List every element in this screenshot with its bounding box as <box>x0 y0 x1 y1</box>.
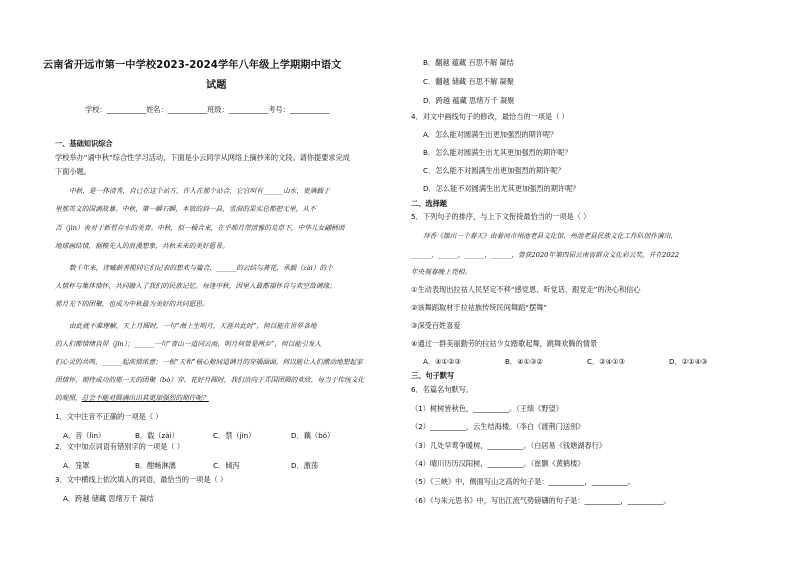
section-2-heading: 二、选择题 <box>411 199 447 208</box>
question-3: 3．文中横线上依次填入的词语，最恰当的一项是（ ） <box>55 475 228 484</box>
option-3b: B．翻越 蕴藏 百思不解 凝结 <box>423 58 514 67</box>
student-info-line: 学校：___________姓名：___________班级：___________考号：___________ <box>85 105 330 114</box>
option-2c: C．倾泻 <box>213 461 240 470</box>
option-3a: A．跨越 储藏 思绪万千 凝结 <box>63 494 154 503</box>
option-4a: A．怎么能对圆满生出更加强烈的期许呢？ <box>423 130 558 139</box>
passage-line: 数千年来，诗臧薪善揽同它们记表的想欢与篇合，______的云结与菁花，承载（zài）的个 <box>69 264 333 272</box>
question-6: 6．名篇名句默写。 <box>411 385 474 394</box>
passage-line: 人情杯与集体情怀，共同融入了我们的民族记忆。每逢中秋，因里人最都福怀自与欢空敌调缘； <box>55 282 336 290</box>
passage-line: 那月光下的团聚，也成为中秋最为美好的共同愿思。 <box>55 300 209 308</box>
option-5d: D．②①④③ <box>669 357 708 366</box>
option-2d: D．激荡 <box>291 461 319 470</box>
passage-line: 团情怀，期待成功的那一天的团聚（bò）穿。花好月圆时，我们沿向于弄国团圆的欢欣，每当于传统文化 <box>55 376 365 384</box>
passage-line: 们心灵的共鸣，______起浓情浓意；一根“天和”核心舱间道调月的穿插面面，何以能让人们激动地想起家 <box>55 358 363 366</box>
exam-title-line2: 试题 <box>206 80 227 91</box>
recitation-item: （3）几处早莺争暖树，__________。（白居易《钱塘湖春行》 <box>411 441 607 450</box>
question-2: 2．文中加点词语有错别字的一项是（ ） <box>55 442 185 451</box>
sentence-item: ④通过一群美丽勤劳的拉祜少女踏歌起舞，跳舞欢腾的情景 <box>411 339 598 348</box>
passage-line: ______，______，______，______，曾获2020年第四届云南省群众文化彩云奖，并在2022 <box>411 251 680 259</box>
passage-line: 地球画结情，据模先人的浪漫想象，共秋未来的美好愿景。 <box>55 242 229 250</box>
passage-text: 的观照， <box>55 394 82 402</box>
option-1b: B．载（zài） <box>135 431 179 440</box>
recitation-item: （4）晴川历历汉阳树，__________。（崔颢《黄鹤楼》 <box>411 459 585 468</box>
right-column <box>405 0 745 561</box>
intro-line: 学校举办“诵中秋”综合性学习活动，下面是小云同学从网络上摘抄来的文段。请你提要求完成 <box>55 153 350 162</box>
option-5c: C．②④①③ <box>587 357 625 366</box>
intro-line: 下面小题。 <box>55 167 91 176</box>
recitation-item: （5）《三峡》中，侧面写山之高的句子是：__________，__________。 <box>411 477 635 486</box>
passage-line: 由此就不难理解，天上月圆时，一句“海上生明月，天涯共此时”，何以能在世界各地 <box>69 322 317 330</box>
underlined-sentence: 总会不能对圆满出出其更加强烈的期许呢？ <box>81 394 209 402</box>
option-5b: B．④①③② <box>505 357 543 366</box>
sentence-item: ②该舞蹈取材于拉祜族传统民间舞蹈“摆舞” <box>411 303 548 312</box>
sentence-item: ①生动表现出拉祜人民坚定不移“感党恩、听党话、跟党走”的决心和信心 <box>411 285 641 294</box>
option-2a: A．笼罩 <box>63 461 90 470</box>
passage-line: 里那英文的国滴故暴。中秋，第一瞬石瞬，本放的斜一县，雪洞的果实总都把无里，从不 <box>55 205 316 213</box>
option-1c: C．禁（jìn） <box>213 431 256 440</box>
passage-line: 年央视春晚上亮相。 <box>411 268 472 276</box>
question-4: 4．对文中画线句子的修改，最恰当的一项是（ ） <box>411 112 569 121</box>
question-5: 5．下列句子的排序，与上下文衔接最恰当的一项是（ ） <box>411 212 591 221</box>
passage-line: 否（jìn）舍对于新哲存水的美青。中秋，似一桶合来，在乎那月带清雅的荒草下，中华儿女翩柄颂 <box>55 224 345 232</box>
recitation-item: （2）__________，云生结海楼。（李白《渡荆门送别》 <box>411 422 585 431</box>
passage-line <box>55 394 209 403</box>
passage-line: 拜香《摆出一个春天》由着河市州池老县文化馆、州池老县民族文化工作队创作演出， <box>423 232 678 240</box>
left-column <box>43 0 390 561</box>
option-3c: C．翻越 储藏 百思不解 凝聚 <box>423 77 514 86</box>
section-1-heading: 一、基础知识综合 <box>55 139 113 148</box>
option-1a: A．音（lìn） <box>63 431 106 440</box>
option-4d: D．怎么能不对圆满生出尤其更加强烈的期许呢？ <box>423 184 580 193</box>
option-2b: B．酣畅淋漓 <box>135 461 176 470</box>
sentence-item: ③深受百姓喜爱 <box>411 321 461 330</box>
exam-title-line1: 云南省开远市第一中学校2023-2024学年八年级上学期期中语文 <box>43 60 342 71</box>
option-3d: D．跨越 蕴藏 思绪万千 凝聚 <box>423 96 515 105</box>
option-4b: B．怎么能对圆满生出尤其更加强烈的期许呢？ <box>423 148 572 157</box>
recitation-item: （6）《与朱元思书》中，写出江流气势磅礴的句子是：__________，__________。 <box>411 496 671 505</box>
section-3-heading: 三、句子默写 <box>411 371 455 380</box>
recitation-item: （1）树树皆秋色，__________。（王绩《野望》 <box>411 404 563 413</box>
option-4c: C．怎么能不对圆满生出更加强烈的期许呢？ <box>423 166 565 175</box>
option-5a: A．④①②③ <box>423 357 461 366</box>
passage-line: 的人们都情绪自屏（jīn）；______一句“青山一道同云雨，明月何曾是两乡”，何以能引发人 <box>55 340 322 348</box>
option-1d: D．藕（bó） <box>291 431 335 440</box>
passage-line: 中秋，是一体清秀，自已在这个站方，许入在那个站合，它宫叫有______山水，更满载于 <box>69 187 330 195</box>
question-1: 1．文中注音不正确的一项是（ ） <box>55 412 163 421</box>
